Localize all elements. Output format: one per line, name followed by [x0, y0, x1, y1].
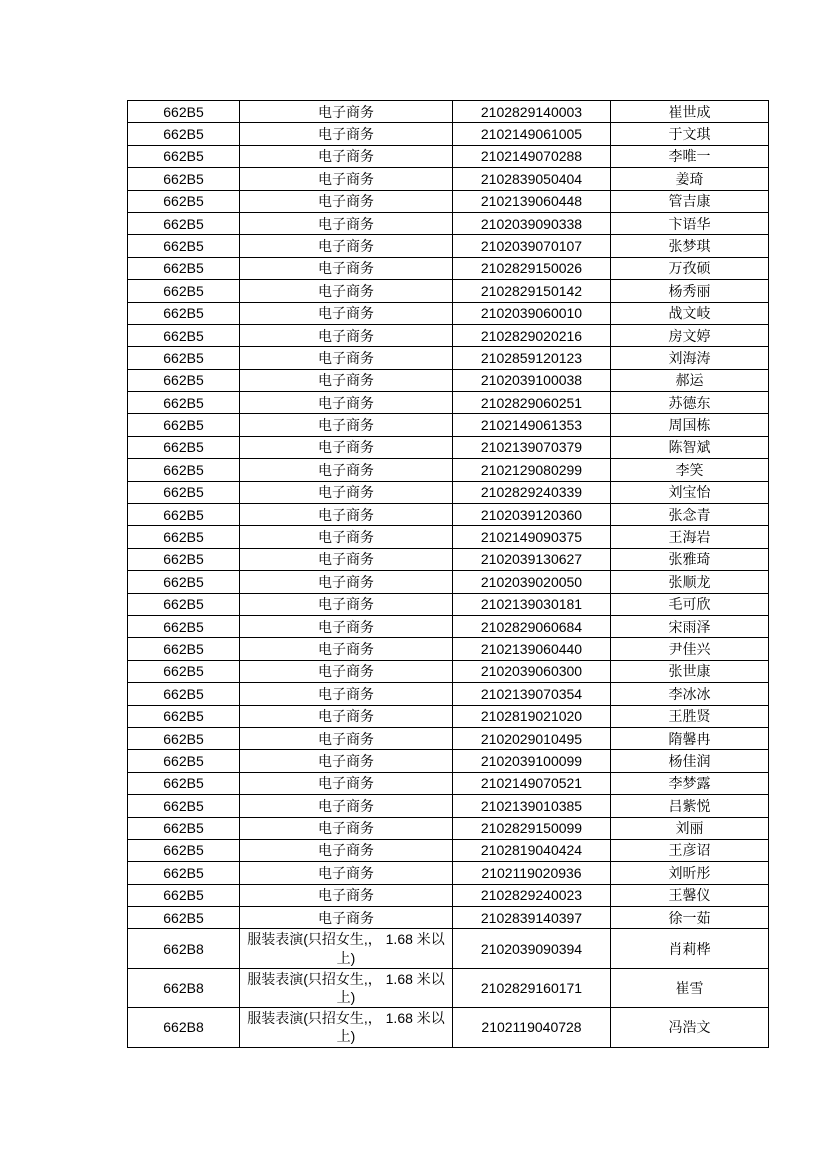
- candidate-name-cell: 隋馨冉: [611, 727, 769, 749]
- candidate-name-cell: 王彦诏: [611, 839, 769, 861]
- major-code-cell: 662B8: [128, 968, 240, 1007]
- major-code-cell: 662B5: [128, 526, 240, 548]
- table-row: [128, 369, 769, 391]
- candidate-name-cell: 卞语华: [611, 212, 769, 234]
- candidate-name-cell: 张念青: [611, 504, 769, 526]
- major-name-cell: 电子商务: [240, 727, 453, 749]
- major-name-cell: 电子商务: [240, 615, 453, 637]
- candidate-id-cell: 2102039100099: [453, 750, 611, 772]
- major-name-cell: 电子商务: [240, 212, 453, 234]
- table-row: [128, 235, 769, 257]
- table-row: [128, 504, 769, 526]
- major-code-cell: 662B5: [128, 907, 240, 929]
- candidate-name-cell: 陈智斌: [611, 436, 769, 458]
- candidate-name-cell: 张雅琦: [611, 548, 769, 570]
- major-name-cell: 电子商务: [240, 705, 453, 727]
- candidate-name-cell: 尹佳兴: [611, 638, 769, 660]
- candidate-id-cell: 2102829060684: [453, 615, 611, 637]
- candidate-id-cell: 2102139010385: [453, 795, 611, 817]
- candidate-name-cell: 刘宝怡: [611, 481, 769, 503]
- table-row: [128, 907, 769, 929]
- major-name-cell: 电子商务: [240, 593, 453, 615]
- candidate-id-cell: 2102829060251: [453, 392, 611, 414]
- major-name-cell: 电子商务: [240, 436, 453, 458]
- table-row: [128, 571, 769, 593]
- major-code-cell: 662B5: [128, 392, 240, 414]
- major-code-cell: 662B5: [128, 414, 240, 436]
- major-code-cell: 662B5: [128, 145, 240, 167]
- candidate-id-cell: 2102139030181: [453, 593, 611, 615]
- major-code-cell: 662B5: [128, 638, 240, 660]
- candidate-name-cell: 崔世成: [611, 101, 769, 123]
- major-name-cell: 电子商务: [240, 750, 453, 772]
- major-name-cell: 电子商务: [240, 571, 453, 593]
- candidate-id-cell: 2102819021020: [453, 705, 611, 727]
- major-code-cell: 662B5: [128, 280, 240, 302]
- table-row: [128, 727, 769, 749]
- candidate-name-cell: 刘昕彤: [611, 862, 769, 884]
- table-row: [128, 324, 769, 346]
- major-code-cell: 662B5: [128, 571, 240, 593]
- table-row: [128, 817, 769, 839]
- candidate-name-cell: 苏德东: [611, 392, 769, 414]
- candidate-name-cell: 张世康: [611, 660, 769, 682]
- candidate-name-cell: 管吉康: [611, 190, 769, 212]
- candidate-id-cell: 2102119020936: [453, 862, 611, 884]
- table-row: [128, 190, 769, 212]
- major-code-cell: 662B5: [128, 839, 240, 861]
- candidate-id-cell: 2102039090394: [453, 929, 611, 968]
- major-name-cell: 电子商务: [240, 324, 453, 346]
- table-row: [128, 392, 769, 414]
- major-name-cell: 电子商务: [240, 392, 453, 414]
- major-code-cell: 662B5: [128, 727, 240, 749]
- candidate-id-cell: 2102039070107: [453, 235, 611, 257]
- major-code-cell: 662B5: [128, 324, 240, 346]
- major-code-cell: 662B5: [128, 593, 240, 615]
- candidate-name-cell: 徐一茹: [611, 907, 769, 929]
- major-code-cell: 662B5: [128, 772, 240, 794]
- table-row: [128, 548, 769, 570]
- candidate-name-cell: 王馨仪: [611, 884, 769, 906]
- table-row: [128, 1008, 769, 1047]
- major-name-cell: 电子商务: [240, 862, 453, 884]
- candidate-name-cell: 姜琦: [611, 168, 769, 190]
- candidate-id-cell: 2102139060448: [453, 190, 611, 212]
- major-code-cell: 662B5: [128, 257, 240, 279]
- candidate-name-cell: 房文婷: [611, 324, 769, 346]
- table-row: [128, 526, 769, 548]
- candidate-id-cell: 2102039020050: [453, 571, 611, 593]
- table-row: [128, 481, 769, 503]
- major-name-cell: 电子商务: [240, 683, 453, 705]
- table-row: [128, 414, 769, 436]
- table-row: [128, 862, 769, 884]
- candidate-name-cell: 李唯一: [611, 145, 769, 167]
- candidate-id-cell: 2102129080299: [453, 459, 611, 481]
- candidate-id-cell: 2102119040728: [453, 1008, 611, 1047]
- candidate-id-cell: 2102829150026: [453, 257, 611, 279]
- major-code-cell: 662B5: [128, 459, 240, 481]
- major-name-cell: 电子商务: [240, 347, 453, 369]
- major-name-cell: 电子商务: [240, 369, 453, 391]
- major-name-cell: 电子商务: [240, 884, 453, 906]
- candidate-name-cell: 李梦露: [611, 772, 769, 794]
- major-code-cell: 662B5: [128, 817, 240, 839]
- table-row: [128, 795, 769, 817]
- candidate-id-cell: 2102139060440: [453, 638, 611, 660]
- major-code-cell: 662B5: [128, 347, 240, 369]
- major-name-cell: 电子商务: [240, 481, 453, 503]
- table-row: [128, 302, 769, 324]
- candidate-id-cell: 2102149070288: [453, 145, 611, 167]
- major-code-cell: 662B5: [128, 750, 240, 772]
- major-code-cell: 662B5: [128, 884, 240, 906]
- candidate-name-cell: 冯浩文: [611, 1008, 769, 1047]
- table-row: [128, 257, 769, 279]
- major-name-cell: 电子商务: [240, 817, 453, 839]
- table-row: [128, 145, 769, 167]
- major-code-cell: 662B8: [128, 1008, 240, 1047]
- major-name-cell: 电子商务: [240, 795, 453, 817]
- candidate-name-cell: 王海岩: [611, 526, 769, 548]
- table-row: [128, 929, 769, 968]
- major-code-cell: 662B5: [128, 705, 240, 727]
- candidate-name-cell: 肖莉桦: [611, 929, 769, 968]
- major-name-cell: 电子商务: [240, 638, 453, 660]
- table-row: [128, 884, 769, 906]
- major-name-cell: 服装表演(只招女生,， 1.68 米以上): [240, 968, 453, 1007]
- candidate-id-cell: 2102039060300: [453, 660, 611, 682]
- candidate-id-cell: 2102039060010: [453, 302, 611, 324]
- candidate-id-cell: 2102039120360: [453, 504, 611, 526]
- candidate-id-cell: 2102839050404: [453, 168, 611, 190]
- major-code-cell: 662B5: [128, 660, 240, 682]
- major-name-cell: 电子商务: [240, 235, 453, 257]
- candidate-id-cell: 2102829240339: [453, 481, 611, 503]
- candidate-name-cell: 刘海涛: [611, 347, 769, 369]
- table-row: [128, 705, 769, 727]
- major-code-cell: 662B5: [128, 235, 240, 257]
- major-code-cell: 662B5: [128, 101, 240, 123]
- table-row: [128, 347, 769, 369]
- candidate-id-cell: 2102859120123: [453, 347, 611, 369]
- candidate-id-cell: 2102149061005: [453, 123, 611, 145]
- major-code-cell: 662B5: [128, 615, 240, 637]
- candidate-name-cell: 周国栋: [611, 414, 769, 436]
- candidate-id-cell: 2102829140003: [453, 101, 611, 123]
- table-body: [128, 101, 769, 1048]
- candidate-id-cell: 2102819040424: [453, 839, 611, 861]
- table-row: [128, 772, 769, 794]
- admission-roster-table: [127, 100, 769, 1048]
- table-row: [128, 459, 769, 481]
- major-code-cell: 662B5: [128, 212, 240, 234]
- major-name-cell: 电子商务: [240, 907, 453, 929]
- table-row: [128, 839, 769, 861]
- major-name-cell: 电子商务: [240, 302, 453, 324]
- candidate-name-cell: 王胜贤: [611, 705, 769, 727]
- candidate-id-cell: 2102829020216: [453, 324, 611, 346]
- major-name-cell: 电子商务: [240, 280, 453, 302]
- major-name-cell: 电子商务: [240, 123, 453, 145]
- table-row: [128, 615, 769, 637]
- candidate-name-cell: 宋雨泽: [611, 615, 769, 637]
- major-code-cell: 662B5: [128, 436, 240, 458]
- table-row: [128, 660, 769, 682]
- table-row: [128, 750, 769, 772]
- candidate-name-cell: 张梦琪: [611, 235, 769, 257]
- table-row: [128, 968, 769, 1007]
- candidate-id-cell: 2102139070354: [453, 683, 611, 705]
- major-code-cell: 662B5: [128, 369, 240, 391]
- major-code-cell: 662B5: [128, 683, 240, 705]
- major-name-cell: 电子商务: [240, 414, 453, 436]
- table-row: [128, 436, 769, 458]
- major-code-cell: 662B5: [128, 168, 240, 190]
- major-name-cell: 电子商务: [240, 660, 453, 682]
- candidate-id-cell: 2102149070521: [453, 772, 611, 794]
- major-code-cell: 662B5: [128, 862, 240, 884]
- candidate-name-cell: 张顺龙: [611, 571, 769, 593]
- major-name-cell: 服装表演(只招女生,， 1.68 米以上): [240, 1008, 453, 1047]
- candidate-id-cell: 2102039100038: [453, 369, 611, 391]
- candidate-name-cell: 刘丽: [611, 817, 769, 839]
- major-name-cell: 电子商务: [240, 101, 453, 123]
- table-row: [128, 123, 769, 145]
- major-code-cell: 662B5: [128, 504, 240, 526]
- candidate-name-cell: 吕紫悦: [611, 795, 769, 817]
- major-name-cell: 电子商务: [240, 145, 453, 167]
- major-name-cell: 电子商务: [240, 190, 453, 212]
- candidate-id-cell: 2102839140397: [453, 907, 611, 929]
- candidate-name-cell: 杨佳润: [611, 750, 769, 772]
- major-name-cell: 电子商务: [240, 459, 453, 481]
- major-code-cell: 662B5: [128, 548, 240, 570]
- major-name-cell: 电子商务: [240, 257, 453, 279]
- major-name-cell: 电子商务: [240, 839, 453, 861]
- table-row: [128, 168, 769, 190]
- table-row: [128, 638, 769, 660]
- candidate-id-cell: 2102139070379: [453, 436, 611, 458]
- candidate-name-cell: 李笑: [611, 459, 769, 481]
- candidate-id-cell: 2102829240023: [453, 884, 611, 906]
- candidate-name-cell: 毛可欣: [611, 593, 769, 615]
- candidate-id-cell: 2102829150142: [453, 280, 611, 302]
- candidate-name-cell: 崔雪: [611, 968, 769, 1007]
- candidate-id-cell: 2102149090375: [453, 526, 611, 548]
- candidate-id-cell: 2102149061353: [453, 414, 611, 436]
- major-code-cell: 662B8: [128, 929, 240, 968]
- major-code-cell: 662B5: [128, 123, 240, 145]
- table-row: [128, 683, 769, 705]
- candidate-name-cell: 于文琪: [611, 123, 769, 145]
- candidate-name-cell: 战文岐: [611, 302, 769, 324]
- major-name-cell: 电子商务: [240, 548, 453, 570]
- major-name-cell: 电子商务: [240, 772, 453, 794]
- candidate-id-cell: 2102039130627: [453, 548, 611, 570]
- candidate-id-cell: 2102829150099: [453, 817, 611, 839]
- candidate-name-cell: 万孜硕: [611, 257, 769, 279]
- major-name-cell: 电子商务: [240, 504, 453, 526]
- table-row: [128, 212, 769, 234]
- major-code-cell: 662B5: [128, 302, 240, 324]
- major-code-cell: 662B5: [128, 190, 240, 212]
- candidate-id-cell: 2102039090338: [453, 212, 611, 234]
- major-name-cell: 电子商务: [240, 526, 453, 548]
- candidate-name-cell: 李冰冰: [611, 683, 769, 705]
- candidate-id-cell: 2102829160171: [453, 968, 611, 1007]
- major-name-cell: 服装表演(只招女生,， 1.68 米以上): [240, 929, 453, 968]
- table-row: [128, 280, 769, 302]
- table-row: [128, 101, 769, 123]
- table-row: [128, 593, 769, 615]
- candidate-id-cell: 2102029010495: [453, 727, 611, 749]
- candidate-name-cell: 杨秀丽: [611, 280, 769, 302]
- candidate-name-cell: 郝运: [611, 369, 769, 391]
- major-name-cell: 电子商务: [240, 168, 453, 190]
- major-code-cell: 662B5: [128, 481, 240, 503]
- major-code-cell: 662B5: [128, 795, 240, 817]
